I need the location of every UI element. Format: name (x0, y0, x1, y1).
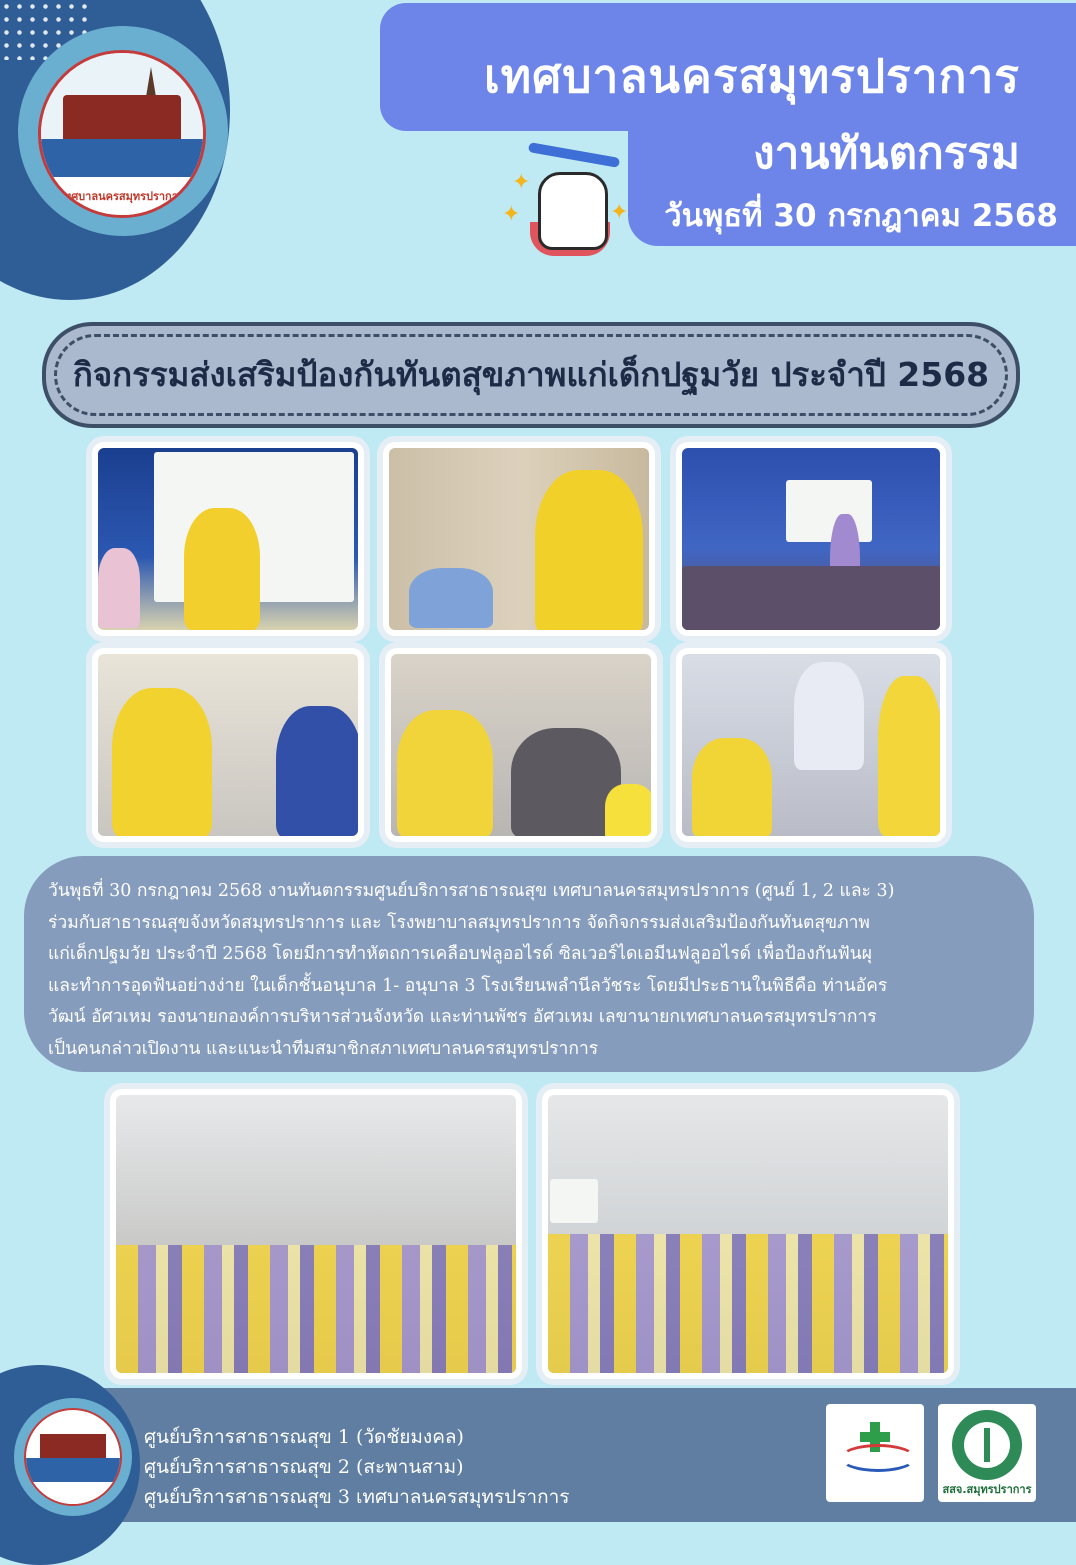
ministry-logo-badge (938, 1404, 1036, 1502)
photo-speaker-2 (383, 442, 655, 636)
group-photo-1 (110, 1089, 522, 1379)
photo-audience (676, 442, 946, 636)
tooth-brush-icon (500, 140, 640, 265)
description-line: ร่วมกับสาธารณสุขจังหวัดสมุทรปราการ และ โรงพยาบาลสมุทรปราการ จัดกิจกรรมส่งเสริมป้องกันทันตสุขภาพ (48, 912, 870, 933)
sparkle-icon: ✦ (502, 202, 521, 227)
photo-dental-check-2 (385, 648, 657, 842)
footer-center-1: ศูนย์บริการสาธารณสุข 1 (วัดชัยมงคล) (144, 1426, 464, 1448)
group-photo-2 (542, 1089, 954, 1379)
photo-dental-check-1 (92, 648, 364, 842)
description-line: และทำการอุดฟันอย่างง่าย ในเด็กชั้นอนุบาล 1- อนุบาล 3 โรงเรียนพลำนีลวัชระ โดยมีประธานในพิธีคือ ท่านอัคร (48, 975, 888, 996)
municipality-logo (38, 50, 206, 218)
page-title: เทศบาลนครสมุทรปราการ (484, 49, 1020, 103)
sparkle-icon: ✦ (512, 170, 531, 195)
photo-dental-check-3 (676, 648, 946, 842)
event-date: วันพุธที่ 30 กรกฎาคม 2568 (664, 198, 1058, 234)
page-subtitle: งานทันตกรรม (753, 128, 1020, 179)
description-line: วันพุธที่ 30 กรกฎาคม 2568 งานทันตกรรมศูนย์บริการสาธารณสุข เทศบาลนครสมุทรปราการ (ศูนย์ 1, 2 และ 3) (48, 881, 895, 901)
activity-title: กิจกรรมส่งเสริมป้องกันทันตสุขภาพแก่เด็กปฐมวัย ประจำปี 2568 (72, 355, 990, 394)
description-line: วัฒน์ อัศวเหม รองนายกองค์การบริหารส่วนจังหวัด และท่านพัชร อัศวเหม เลขานายกเทศบาลนครสมุทรปราการ (48, 1007, 877, 1027)
logo-band-text: เทศบาลนครสมุทรปราการ (41, 177, 203, 215)
description-line: เป็นคนกล่าวเปิดงาน และแนะนำทีมสมาชิกสภาเทศบาลนครสมุทรปราการ (48, 1038, 599, 1059)
description-line: แก่เด็กปฐมวัย ประจำปี 2568 โดยมีการทำหัตถการเคลือบฟลูออไรด์ ซิลเวอร์ไดเอมีนฟลูออไรด์ เพื่อป้องกันฟันผุ (48, 944, 872, 964)
ministry-seal-icon (952, 1410, 1022, 1480)
ministry-badge-caption: สสจ.สมุทรปราการ (942, 1483, 1032, 1496)
footer-municipality-logo (24, 1408, 122, 1506)
footer-center-3: ศูนย์บริการสาธารณสุข 3 เทศบาลนครสมุทรปราการ (144, 1486, 570, 1508)
footer-center-2: ศูนย์บริการสาธารณสุข 2 (สะพานสาม) (144, 1456, 464, 1478)
photo-speaker-1 (92, 442, 364, 636)
description-text (48, 876, 1023, 1065)
sparkle-icon: ✦ (610, 200, 629, 225)
hospital-logo-badge (826, 1404, 924, 1502)
